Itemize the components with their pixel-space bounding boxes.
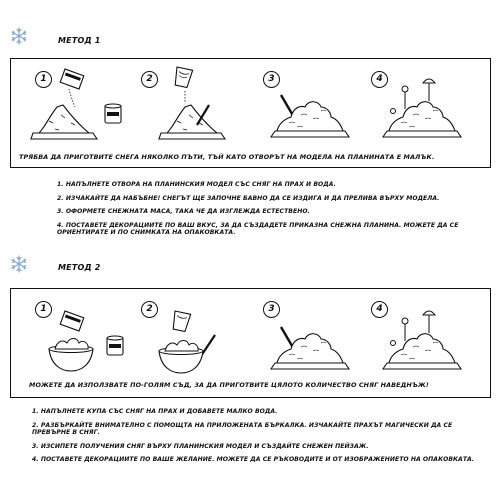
step-number: 2 [141, 301, 158, 318]
method2-step-4 [369, 297, 479, 379]
method1-step-2 [139, 67, 239, 147]
list-item: 4. ПОСТАВЕТЕ ДЕКОРАЦИИТЕ ПО ВАШЕ ЖЕЛАНИЕ. МОЖЕТЕ ДА СЕ РЪКОВОДИТЕ И ОТ ИЗОБРАЖЕНИЕТО НА ОПАКОВКАТА. [32, 456, 475, 464]
snowflake-icon [10, 27, 28, 45]
list-item: 3. ИЗСИПЕТЕ ПОЛУЧЕНИЯ СНЯГ ВЪРХУ ПЛАНИНСКИЯ МОДЕЛ И СЪЗДАЙТЕ СНЕЖЕН ПЕЙЗАЖ. [32, 442, 369, 450]
step-number: 1 [35, 301, 52, 318]
method2-step-1 [33, 297, 133, 379]
method1-step-3 [261, 67, 361, 147]
step-number: 4 [371, 71, 388, 88]
list-item: 4. ПОСТАВЕТЕ ДЕКОРАЦИИТЕ ПО ВАШ ВКУС, ЗА ДА СЪЗДАДЕТЕ ПРИКАЗНА СНЕЖНА ПЛАНИНА. МОЖЕТЕ ДА СЕ ОРИЕНТИРАТЕ И ПО СНИМКАТА НА ОПАКОВКАТА. [57, 221, 459, 237]
list-item: 2. РАЗБЪРКАЙТЕ ВНИМАТЕЛНО С ПОМОЩТА НА ПРИЛОЖЕНАТА БЪРКАЛКА. ИЗЧАКАЙТЕ ПРАХЪТ МАГИЧЕСКИ ДА СЕ ПРЕВЪРНЕ В СНЯГ. [32, 421, 453, 437]
snowflake-icon [10, 255, 28, 273]
method2-caption: МОЖЕТЕ ДА ИЗПОЛЗВАТЕ ПО-ГОЛЯМ СЪД, ЗА ДА ПРИГОТВИТЕ ЦЯЛОТО КОЛИЧЕСТВО СНЯГ НАВЕДНЪЖ! [29, 381, 429, 389]
step-number: 3 [263, 301, 280, 318]
list-item: 1. НАПЪЛНЕТЕ ОТВОРА НА ПЛАНИНСКИЯ МОДЕЛ СЪС СНЯГ НА ПРАХ И ВОДА. [57, 181, 336, 188]
method1-step-4 [369, 67, 479, 147]
list-item: 1. НАПЪЛНЕТЕ КУПА СЪС СНЯГ НА ПРАХ И ДОБАВЕТЕ МАЛКО ВОДА. [32, 408, 278, 415]
method1-caption: ТРЯБВА ДА ПРИГОТВИТЕ СНЕГА НЯКОЛКО ПЪТИ, ТЪЙ КАТО ОТВОРЪТ НА МОДЕЛА НА ПЛАНИНАТА Е МАЛЪК. [19, 153, 435, 161]
method2-step-2 [139, 297, 239, 379]
method1-panel [10, 58, 491, 168]
method2-step-3 [261, 297, 361, 379]
list-item: 3. ОФОРМЕТЕ СНЕЖНАТА МАСА, ТАКА ЧЕ ДА ИЗГЛЕЖДА ЕСТЕСТВЕНО. [57, 208, 310, 216]
step-number: 4 [371, 301, 388, 318]
method1-title: МЕТОД 1 [58, 36, 101, 45]
step-number: 2 [141, 71, 158, 88]
step-number: 3 [263, 71, 280, 88]
method1-step-1 [33, 67, 133, 147]
method2-title: МЕТОД 2 [58, 263, 101, 272]
method2-panel [10, 288, 491, 398]
list-item: 2. ИЗЧАКАЙТЕ ДА НАБЪБНЕ! СНЕГЪТ ЩЕ ЗАПОЧНЕ БАВНО ДА СЕ ИЗДИГА И ДА ПРЕЛИВА ВЪРХУ МОДЕЛА. [57, 194, 440, 202]
method2-instructions [32, 408, 477, 470]
method1-instructions [57, 181, 477, 243]
step-number: 1 [35, 71, 52, 88]
